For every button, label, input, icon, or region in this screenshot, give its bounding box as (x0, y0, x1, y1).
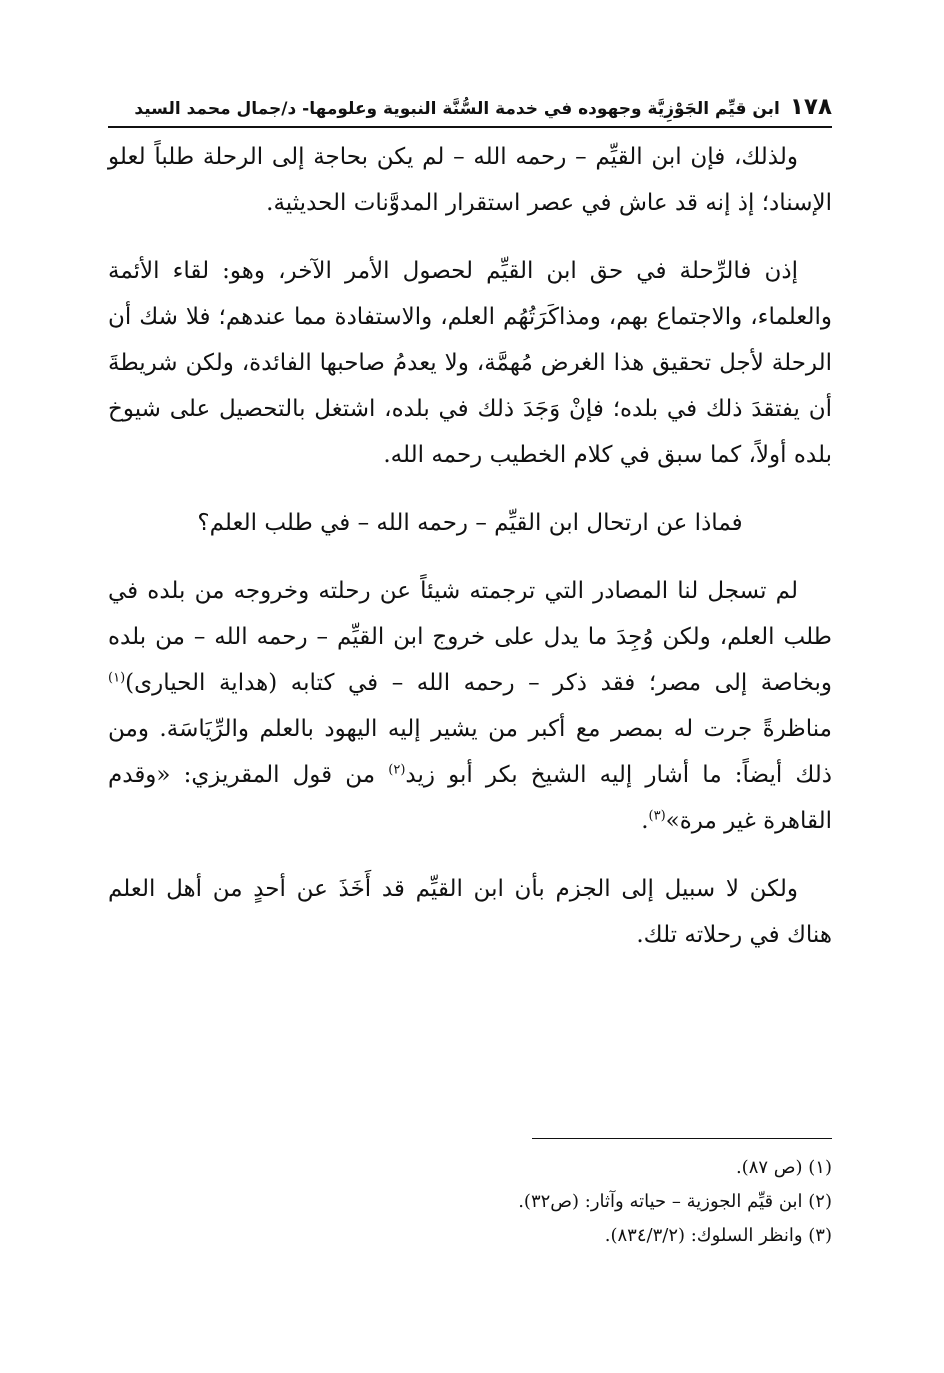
footnote-1: (١) (ص ٨٧). (735, 1157, 832, 1178)
paragraph-1: ولذلك، فإن ابن القيِّم – رحمه الله – لم يكن بحاجة إلى الرحلة طلباً لعلو الإسناد؛ إذ إنه قد عاش في عصر استقرار المدوَّنات الحديثية. (108, 144, 832, 216)
paragraph-2: إذن فالرِّحلة في حق ابن القيِّم لحصول الأمر الآخر، وهو: لقاء الأئمة والعلماء، والاجتماع بهم، ومذاكَرَتُهُم العلم، والاستفادة مما عندهم؛ فلا شك أن الرحلة لأجل تحقيق هذا الغرض مُهمَّة، ولا يعدمُ صاحبها الفائدة، ولكن شريطةَ أن يفتقدَ ذلك في بلده؛ فإنْ وَجَدَ ذلك في بلده، اشتغل بالتحصيل على شيوخ بلده أولاً، كما سبق في كلام الخطيب رحمه الله. (108, 258, 832, 468)
paragraph-4-part-3: من قول المقريزي: «وقدم القاهرة غير مرة» (108, 762, 832, 834)
paragraph-4-part-4: . (641, 808, 649, 834)
book-page (108, 92, 832, 1313)
paragraph-4-part-1: لم تسجل لنا المصادر التي ترجمته شيئاً عن رحلته وخروجه من بلده في طلب العلم، ولكن وُجِدَ ما يدل على خروج ابن القيِّم – رحمه الله – من بلده وبخاصة إلى مصر؛ فقد ذكر – رحمه الله – في كتابه (هداية الحيارى) (108, 578, 832, 696)
footnote-3: (٣) وانظر السلوك: (٨٣٤/٣/٢). (604, 1225, 832, 1246)
page-number: ١٧٨ (789, 94, 832, 120)
body-text (108, 134, 832, 958)
running-header (108, 92, 832, 128)
section-question: فماذا عن ارتحال ابن القيِّم – رحمه الله – في طلب العلم؟ (197, 510, 743, 536)
footnotes (108, 1138, 832, 1253)
header-title: ابن قيِّم الجَوْزِيَّة وجهوده في خدمة السُّنَّة النبوية وعلومها- د/جمال محمد السيد (134, 99, 780, 119)
footnote-ref-1[interactable]: (١) (108, 670, 126, 686)
footnote-2: (٢) ابن قيِّم الجوزية – حياته وآثار: (ص٣٢). (518, 1191, 832, 1212)
paragraph-4-part-2: مناظرةً جرت له بمصر مع أكبر من يشير إليه اليهود بالعلم والرِّيَاسَة. ومن ذلك أيضاً: ما أشار إليه الشيخ بكر أبو زيد (108, 716, 832, 788)
footnote-divider (532, 1138, 832, 1139)
footnote-ref-2[interactable]: (٢) (388, 762, 406, 778)
footnote-ref-3[interactable]: (٣) (648, 808, 666, 824)
paragraph-4 (108, 568, 832, 844)
paragraph-5: ولكن لا سبيل إلى الجزم بأن ابن القيِّم قد أَخَذَ عن أحدٍ من أهل العلم هناك في رحلاته تلك. (108, 876, 832, 948)
